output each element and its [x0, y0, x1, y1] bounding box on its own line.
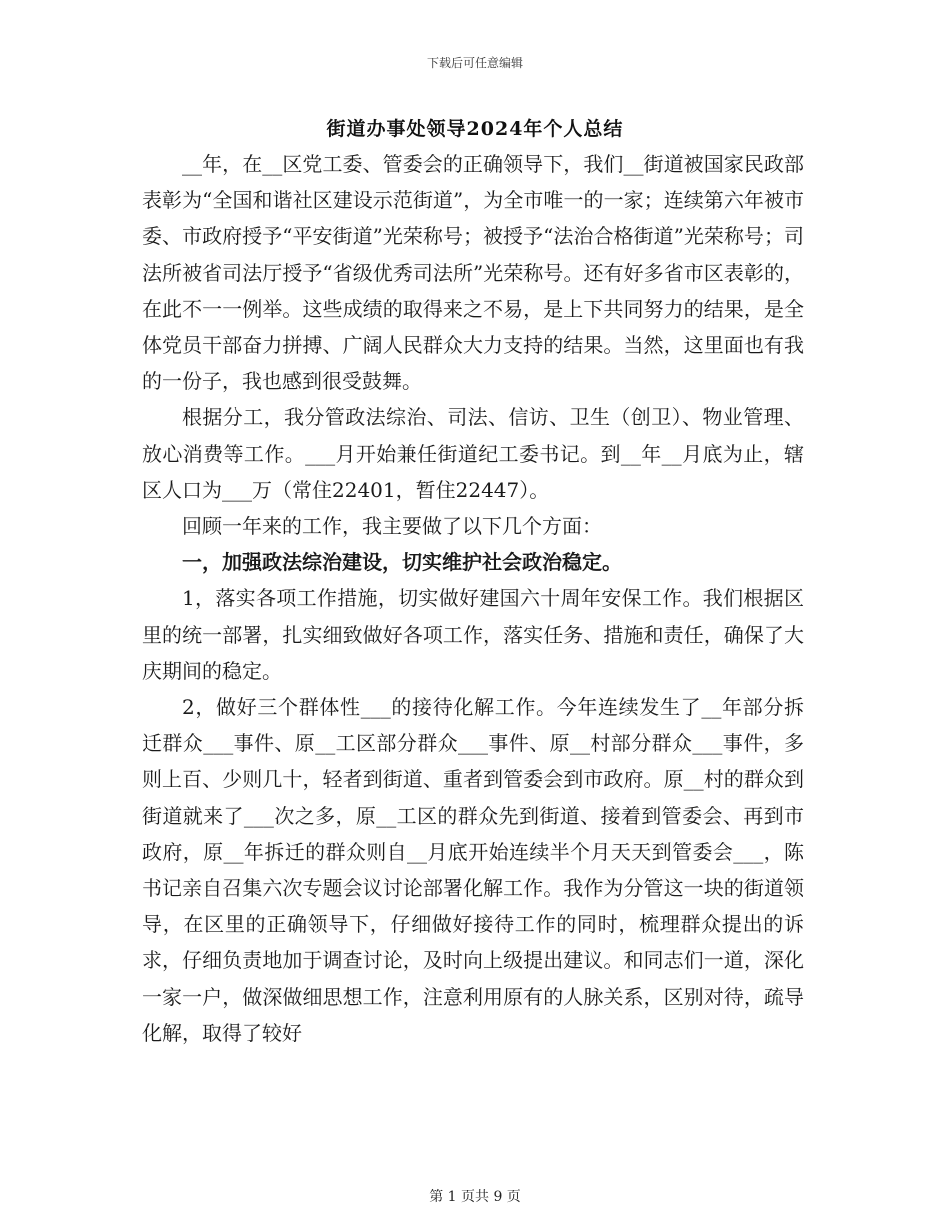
document-title: 街道办事处领导2024年个人总结 [326, 118, 624, 140]
header-note: 下载后可任意编辑 [426, 56, 523, 70]
document-body [142, 146, 804, 1051]
page-footer: 第 1 页共 9 页 [429, 1189, 521, 1205]
paragraph-intro: __年，在__区党工委、管委会的正确领导下，我们__街道被国家民政部表彰为“全国和谐社区建设示范街道”，为全市唯一的一家；连续第六年被市委、市政府授予“平安街道”光荣称号；被授予“法治合格街道”光荣称号；司法所被省司法厅授予“省级优秀司法所”光荣称号。还有好多省市区表彰的，在此不一一例举。这些成绩的取得来之不易，是上下共同努力的结果，是全体党员干部奋力拼搏、广阔人民群众大力支持的结果。当然，这里面也有我的一份子，我也感到很受鼓舞。 [142, 152, 804, 394]
section-heading-1: 一，加强政法综治建设，切实维护社会政治稳定。 [182, 550, 622, 575]
paragraph-item-1: 1，落实各项工作措施，切实做好建国六十周年安保工作。我们根据区里的统一部署，扎实细致做好各项工作，落实任务、措施和责任，确保了大庆期间的稳定。 [142, 586, 804, 683]
paragraph-review: 回顾一年来的工作，我主要做了以下几个方面： [182, 514, 602, 539]
paragraph-duties: 根据分工，我分管政法综治、司法、信访、卫生（创卫）、物业管理、放心消费等工作。___月开始兼任街道纪工委书记。到__年__月底为止，辖区人口为___万（常住22401，暂住22447）。 [142, 405, 804, 502]
paragraph-item-2: 2，做好三个群体性___的接待化解工作。今年连续发生了__年部分拆迁群众___事件、原__工区部分群众___事件、原__村部分群众___事件，多则上百、少则几十，轻者到街道、重者到管委会到市政府。原__村的群众到街道就来了___次之多，原__工区的群众先到街道、接着到管委会、再到市政府，原__年拆迁的群众则自__月底开始连续半个月天天到管委会___，陈书记亲自召集六次专题会议讨论部署化解工作。我作为分管这一块的街道领导，在区里的正确领导下，仔细做好接待工作的同时，梳理群众提出的诉求，仔细负责地加于调查讨论，及时向上级提出建议。和同志们一道，深化一家一户，做深做细思想工作，注意利用原有的人脉关系，区别对待，疏导化解，取得了较好 [142, 695, 804, 1045]
